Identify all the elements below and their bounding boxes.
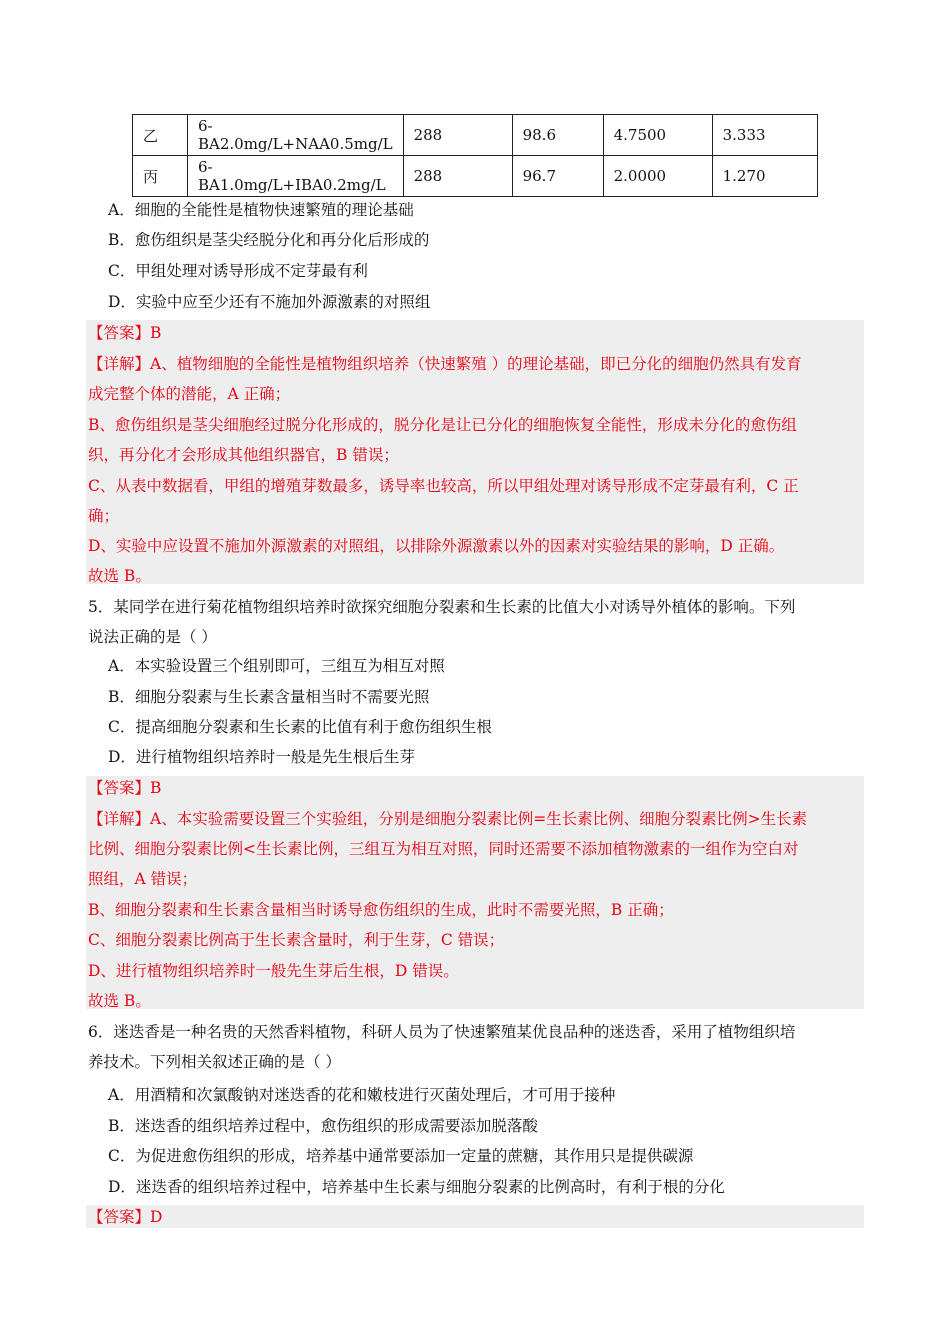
table-row	[133, 156, 818, 197]
q6-option-b: B．迷迭香的组织培养过程中，愈伤组织的形成需要添加脱落酸	[108, 1117, 538, 1135]
q4-detail-line: 【详解】A、植物细胞的全能性是植物组织培养（快速繁殖 ）的理论基础，即已分化的细胞仍然具有发育	[88, 355, 802, 373]
q5-stem-line: 说法正确的是（ ）	[88, 628, 217, 646]
q5-option-d: D．进行植物组织培养时一般是先生根后生芽	[108, 748, 415, 766]
q5-detail-line: D、进行植物组织培养时一般先生芽后生根，D 错误。	[88, 962, 459, 980]
q4-option-a: A．细胞的全能性是植物快速繁殖的理论基础	[108, 201, 414, 219]
q5-answer: 【答案】B	[88, 779, 162, 797]
data-table	[132, 114, 818, 197]
q4-detail-line: C、从表中数据看，甲组的增殖芽数最多，诱导率也较高，所以甲组处理对诱导形成不定芽最有利，C 正	[88, 477, 799, 495]
table-cell: 丙	[133, 156, 188, 197]
q6-option-d: D．迷迭香的组织培养过程中，培养基中生长素与细胞分裂素的比例高时，有利于根的分化	[108, 1178, 725, 1196]
table-cell: 2.0000	[603, 156, 712, 197]
q4-detail-line: B、愈伤组织是茎尖细胞经过脱分化形成的，脱分化是让已分化的细胞恢复全能性，形成未分化的愈伤组	[88, 416, 797, 434]
q4-option-d: D．实验中应至少还有不施加外源激素的对照组	[108, 293, 431, 311]
q6-answer-panel	[86, 1205, 864, 1228]
q6-option-c: C．为促进愈伤组织的形成，培养基中通常要添加一定量的蔗糖，其作用只是提供碳源	[108, 1147, 694, 1165]
table-row	[133, 115, 818, 156]
q4-detail-line: 确；	[88, 507, 120, 525]
q5-detail-line: B、细胞分裂素和生长素含量相当时诱导愈伤组织的生成，此时不需要光照，B 正确；	[88, 901, 674, 919]
q4-answer: 【答案】B	[88, 324, 162, 342]
table-cell: 3.333	[712, 115, 817, 156]
q5-option-a: A．本实验设置三个组别即可，三组互为相互对照	[108, 657, 445, 675]
q6-option-a: A．用酒精和次氯酸钠对迷迭香的花和嫩枝进行灭菌处理后，才可用于接种	[108, 1086, 616, 1104]
q4-detail-line: 故选 B。	[88, 567, 151, 585]
q5-detail-line: 照组，A 错误；	[88, 870, 198, 888]
table-cell: 96.7	[512, 156, 603, 197]
q5-detail-line: 比例、细胞分裂素比例<生长素比例，三组互为相互对照，同时还需要不添加植物激素的一组作为空白对	[88, 840, 799, 858]
q5-detail-line: C、细胞分裂素比例高于生长素含量时，利于生芽，C 错误；	[88, 931, 505, 949]
q4-detail-line: D、实验中应设置不施加外源激素的对照组，以排除外源激素以外的因素对实验结果的影响，D 正确。	[88, 537, 785, 555]
table-cell: 6-BA2.0mg/L+NAA0.5mg/L	[188, 115, 404, 156]
table-cell: 98.6	[512, 115, 603, 156]
table-cell: 6-BA1.0mg/L+IBA0.2mg/L	[188, 156, 404, 197]
q5-detail-line: 【详解】A、本实验需要设置三个实验组，分别是细胞分裂素比例=生长素比例、细胞分裂素比例>生长素	[88, 810, 808, 828]
table-cell: 288	[403, 115, 512, 156]
q5-detail-line: 故选 B。	[88, 992, 151, 1010]
table-cell: 4.7500	[603, 115, 712, 156]
table-cell: 288	[403, 156, 512, 197]
q5-option-c: C．提高细胞分裂素和生长素的比值有利于愈伤组织生根	[108, 718, 492, 736]
q4-option-c: C．甲组处理对诱导形成不定芽最有利	[108, 262, 368, 280]
q4-option-b: B．愈伤组织是茎尖经脱分化和再分化后形成的	[108, 231, 430, 249]
q6-stem-line: 养技术。下列相关叙述正确的是（ ）	[88, 1053, 341, 1071]
q5-option-b: B．细胞分裂素与生长素含量相当时不需要光照	[108, 688, 430, 706]
q4-detail-line: 成完整个体的潜能，A 正确；	[88, 385, 291, 403]
q5-stem-line: 5．某同学在进行菊花植物组织培养时欲探究细胞分裂素和生长素的比值大小对诱导外植体的影响。下列	[88, 598, 796, 616]
q6-stem-line: 6．迷迭香是一种名贵的天然香料植物，科研人员为了快速繁殖某优良品种的迷迭香，采用了植物组织培	[88, 1023, 796, 1041]
q4-detail-line: 织，再分化才会形成其他组织器官，B 错误；	[88, 446, 399, 464]
q6-answer: 【答案】D	[88, 1208, 163, 1226]
table-cell: 1.270	[712, 156, 817, 197]
table-cell: 乙	[133, 115, 188, 156]
